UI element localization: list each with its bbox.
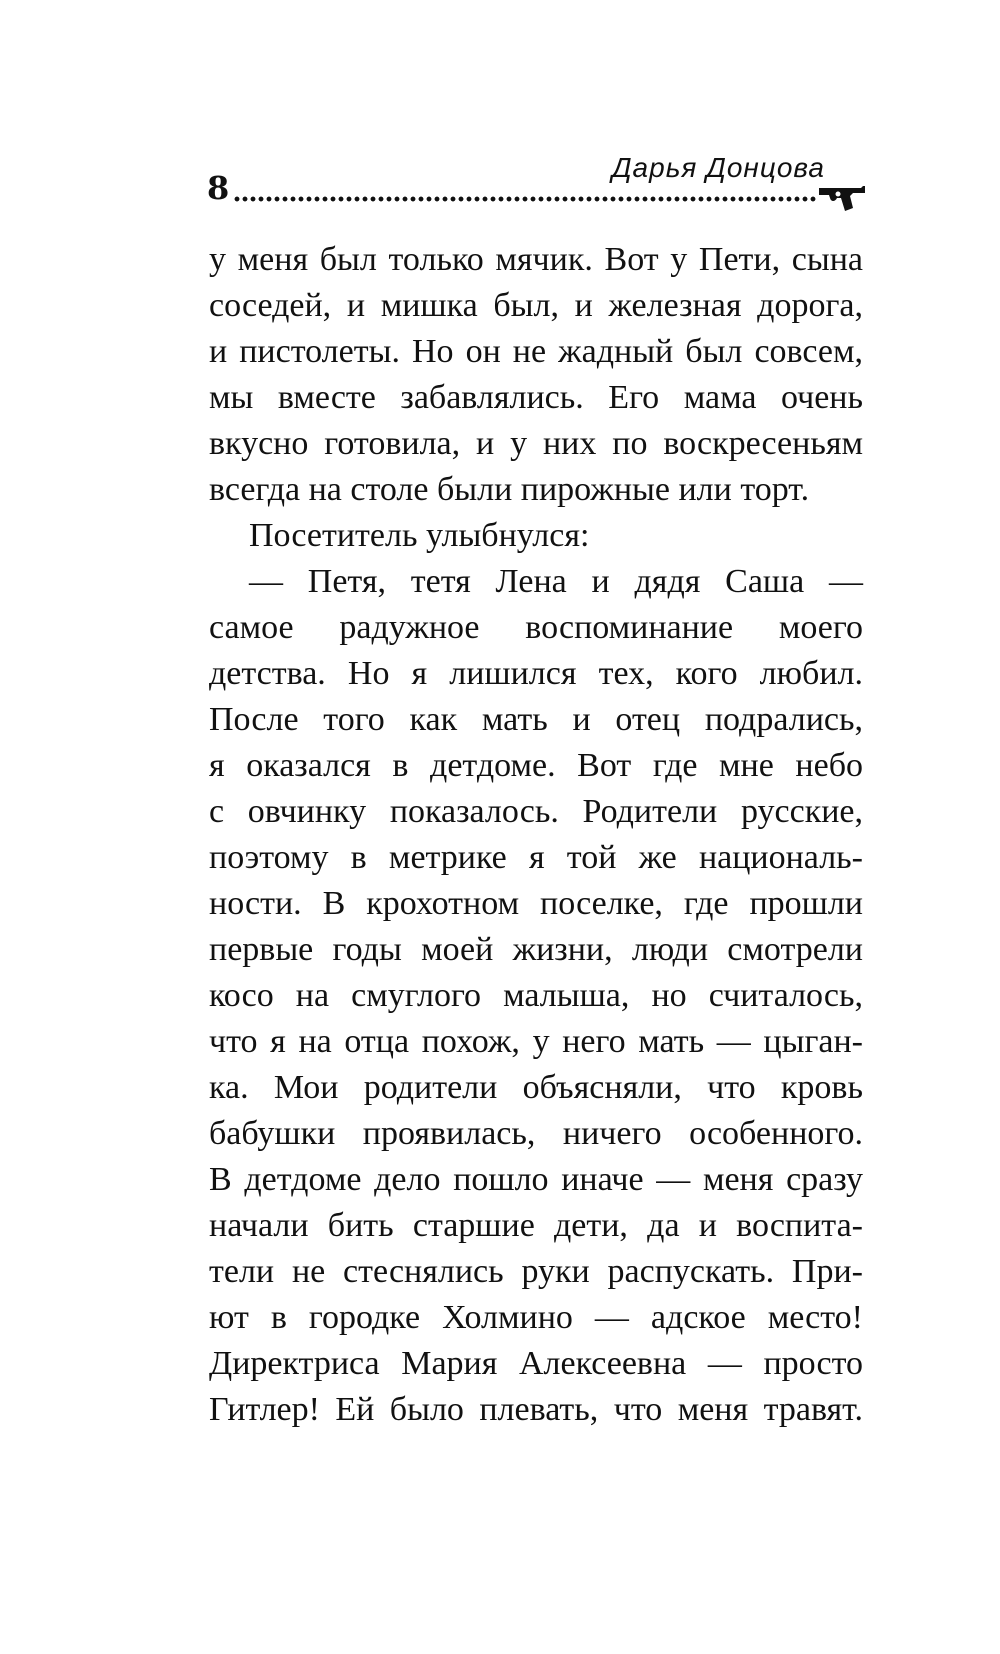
text-line: начали бить старшие дети, да и воспита- bbox=[209, 1207, 863, 1244]
text-line: и пистолеты. Но он не жадный был совсем, bbox=[209, 333, 863, 370]
text-line: ют в городке Холмино — адское место! bbox=[209, 1299, 863, 1336]
text-line: с овчинку показалось. Родители русские, bbox=[209, 793, 863, 830]
text-line: вкусно готовила, и у них по воскресеньям bbox=[209, 425, 863, 462]
revolver-icon bbox=[817, 184, 867, 212]
dotted-rule bbox=[233, 196, 817, 202]
text-line: Посетитель улыбнулся: bbox=[249, 517, 590, 554]
text-line: ка. Мои родители объясняли, что кровь bbox=[209, 1069, 863, 1106]
text-line: поэтому в метрике я той же националь- bbox=[209, 839, 863, 876]
running-header bbox=[207, 148, 867, 218]
text-line: Гитлер! Ей было плевать, что меня травят. bbox=[209, 1391, 863, 1428]
text-line: что я на отца похож, у него мать — цыган- bbox=[209, 1023, 863, 1060]
text-line: косо на смуглого малыша, но считалось, bbox=[209, 977, 863, 1014]
text-line: у меня был только мячик. Вот у Пети, сына bbox=[209, 241, 863, 278]
text-line: — Петя, тетя Лена и дядя Саша — bbox=[249, 563, 863, 600]
text-line: тели не стеснялись руки распускать. При- bbox=[209, 1253, 863, 1290]
text-line: детства. Но я лишился тех, кого любил. bbox=[209, 655, 863, 692]
text-line: Директриса Мария Алексеевна — просто bbox=[209, 1345, 863, 1382]
text-line: первые годы моей жизни, люди смотрели bbox=[209, 931, 863, 968]
text-line: соседей, и мишка был, и железная дорога, bbox=[209, 287, 863, 324]
text-line: После того как мать и отец подрались, bbox=[209, 701, 863, 738]
page-number: 8 bbox=[207, 169, 230, 207]
text-line: бабушки проявилась, ничего особенного. bbox=[209, 1115, 863, 1152]
text-line: ности. В крохотном поселке, где прошли bbox=[209, 885, 863, 922]
author-name: Дарья Донцова bbox=[611, 152, 825, 183]
body-text bbox=[209, 237, 863, 1433]
text-line: В детдоме дело пошло иначе — меня сразу bbox=[209, 1161, 863, 1198]
text-line: я оказался в детдоме. Вот где мне небо bbox=[209, 747, 863, 784]
text-line: всегда на столе были пирожные или торт. bbox=[209, 471, 810, 508]
text-line: мы вместе забавлялись. Его мама очень bbox=[209, 379, 863, 416]
text-line: самое радужное воспоминание моего bbox=[209, 609, 863, 646]
